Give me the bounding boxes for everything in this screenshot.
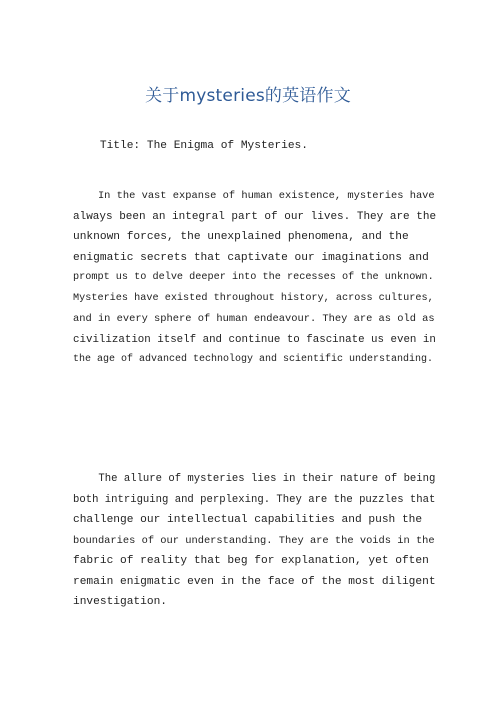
paragraph-line: boundaries of our understanding. They are the voids in the — [73, 534, 435, 547]
paragraph-line: unknown forces, the unexplained phenomena, and the — [73, 231, 409, 243]
paragraph-line: both intriguing and perplexing. They are the puzzles that — [73, 493, 436, 506]
essay-title: Title: The Enigma of Mysteries. — [73, 140, 308, 152]
paragraph-line: Mysteries have existed throughout history, across cultures, — [73, 292, 434, 304]
paragraph-line: enigmatic secrets that captivate our imaginations and — [73, 251, 429, 264]
paragraph-line: civilization itself and continue to fascinate us even in — [73, 333, 436, 346]
paragraph-line: fabric of reality that beg for explanation, yet often — [73, 555, 429, 567]
paragraph-line: always been an integral part of our lives. They are the — [73, 210, 437, 223]
paragraph-1 — [73, 186, 438, 371]
paragraph-line: remain enigmatic even in the face of the most diligent — [73, 575, 436, 588]
paragraph-line: The allure of mysteries lies in their nature of being — [73, 473, 436, 485]
document-title: 关于mysteries的英语作文 — [145, 86, 351, 106]
paragraph-line: challenge our intellectual capabilities and push the — [73, 514, 423, 526]
paragraph-line: the age of advanced technology and scientific understanding. — [73, 354, 434, 365]
paragraph-line: investigation. — [73, 596, 167, 608]
paragraph-line: prompt us to delve deeper into the recesses of the unknown. — [73, 272, 434, 283]
essay-title-line — [73, 136, 438, 157]
paragraph-line: and in every sphere of human endeavour. They are as old as — [73, 313, 435, 325]
paragraph-line: In the vast expanse of human existence, mysteries have — [73, 190, 435, 202]
paragraph-2 — [73, 469, 438, 613]
